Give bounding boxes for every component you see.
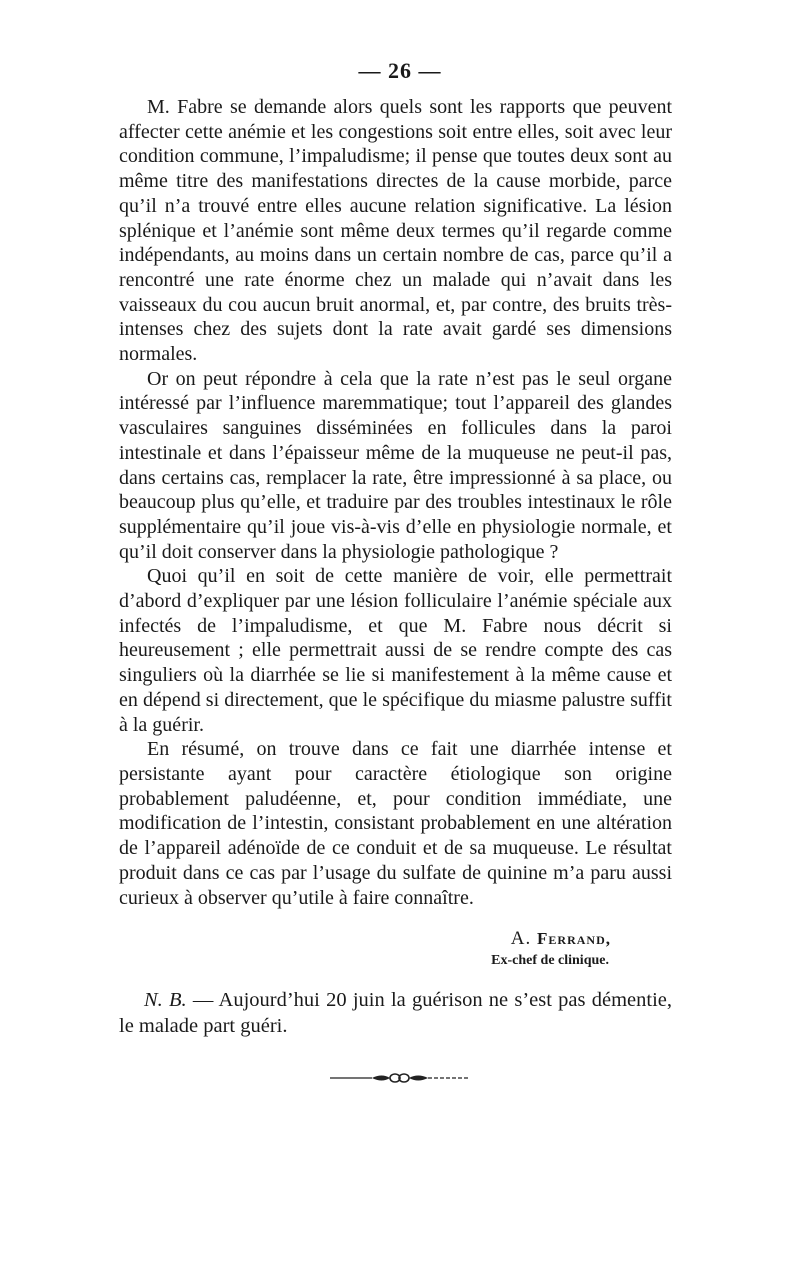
- paragraph-1: M. Fabre se demande alors quels sont les rapports que peuvent affecter cette anémie et les congestions soit entre elles, soit avec leur condition commune, l’impaludisme; il pense que toutes deux sont au même titre des manifestations directes de la cause morbide, parce qu’il n’a trouvé entre elles aucune relation significative. La lésion splénique et l’anémie sont même deux termes qu’il regarde comme indépendants, au moins dans un certain nombre de cas, parce qu’il a rencontré une rate énorme chez un malade qui n’avait dans les vaisseaux du cou aucun bruit anormal, et, par contre, des bruits très-intenses chez des sujets dont la rate avait gardé ses dimensions normales.: [119, 96, 672, 366]
- author-signature: [119, 928, 611, 950]
- author-title: Ex-chef de clinique.: [491, 953, 609, 968]
- page-number: — 26 —: [358, 58, 442, 83]
- author-name: Ferrand,: [537, 929, 611, 948]
- paragraph-2: Or on peut répondre à cela que la rate n’est pas le seul organe intéressé par l’influence maremmatique; tout l’appareil des glandes vasculaires sanguines disséminées en follicules dans la paroi intestinale et dans l’épaisseur même de la muqueuse ne peut-il pas, dans certains cas, remplacer la rate, être impressionné à sa place, ou beaucoup plus qu’elle, et traduire par des troubles intestinaux le rôle supplémentaire qu’il joue vis-à-vis d’elle en physiologie normale, et qu’il doit conserver dans la physiologie pathologique ?: [119, 367, 672, 563]
- nota-bene-label: N. B.: [144, 989, 187, 1011]
- nota-bene-text: — Aujourd’hui 20 juin la guérison ne s’est pas démentie, le malade part guéri.: [119, 989, 673, 1037]
- author-initial: A.: [510, 928, 532, 949]
- nota-bene: [119, 987, 672, 1039]
- body-text: [119, 95, 672, 910]
- paragraph-4: En résumé, on trouve dans ce fait une diarrhée intense et persistante ayant pour caractère étiologique son origine probablement paludéenne, et, pour condition immédiate, une modification de l’intestin, consistant probablement en une altération de l’appareil adénoïde de ce conduit et de sa muqueuse. Le résultat produit dans ce cas par l’usage du sulfate de quinine m’a paru aussi curieux à observer qu’utile à faire connaître.: [119, 738, 672, 909]
- paragraph-3: Quoi qu’il en soit de cette manière de voir, elle permettrait d’abord d’expliquer par une lésion folliculaire l’anémie spéciale aux infectés de l’impaludisme, et que M. Fabre nous décrit si heureusement ; elle permettrait aussi de se rendre compte des cas singuliers où la diarrhée se lie si manifestement à la même cause et en dépend si directement, que le spécifique du miasme palustre suffit à la guérir.: [119, 565, 672, 736]
- end-ornament-icon: [330, 1071, 470, 1085]
